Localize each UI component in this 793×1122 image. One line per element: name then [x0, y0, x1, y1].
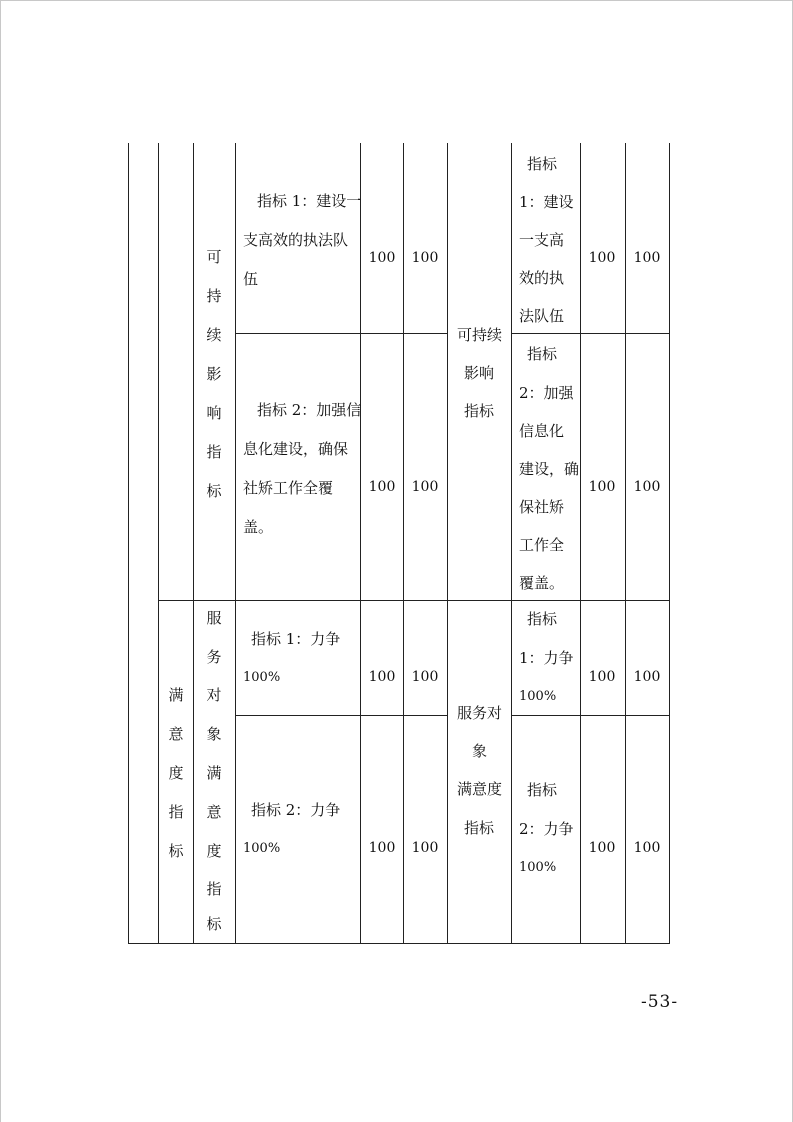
label-line: 服务对 [457, 704, 503, 722]
label-line: 指标 [464, 402, 495, 420]
right-indicator-text: 指标 [527, 610, 558, 628]
vertical-char: 可 [206, 248, 222, 266]
row-divider [235, 333, 447, 334]
label-line: 可持续 [457, 326, 503, 344]
col-divider [193, 143, 194, 943]
right-indicator-text: 指标 [527, 155, 558, 173]
page-edge-top [0, 0, 793, 1]
vertical-char: 指 [206, 880, 222, 898]
vertical-char: 度 [168, 764, 184, 782]
value-cell: 100 [588, 840, 616, 856]
vertical-char: 象 [206, 725, 222, 743]
value-cell: 100 [368, 669, 396, 685]
vertical-char: 务 [206, 648, 222, 666]
vertical-char: 意 [168, 725, 184, 743]
col-divider [158, 143, 159, 943]
vertical-char: 满 [168, 686, 184, 704]
label-line: 指标 [464, 819, 495, 837]
value-cell: 100 [588, 479, 616, 495]
value-cell: 100 [633, 669, 661, 685]
vertical-char: 标 [206, 915, 222, 933]
indicator-text: 伍 [243, 270, 259, 288]
right-indicator-text: 100% [519, 689, 557, 704]
value-cell: 100 [368, 479, 396, 495]
value-cell: 100 [411, 840, 439, 856]
indicator-text: 100% [243, 670, 281, 685]
right-indicator-text: 效的执 [519, 269, 565, 287]
indicator-text: 支高效的执法队 [243, 231, 349, 249]
indicator-text: 盖。 [243, 518, 274, 536]
vertical-char: 意 [206, 803, 222, 821]
right-indicator-text: 工作全 [519, 536, 565, 554]
right-indicator-text: 法队伍 [519, 307, 565, 325]
row-divider [235, 715, 447, 716]
col-divider [447, 143, 448, 943]
right-indicator-text: 保社矫 [519, 498, 565, 516]
row-divider [158, 600, 669, 601]
vertical-char: 度 [206, 842, 222, 860]
indicator-text: 指标 1：力争 [251, 630, 341, 648]
indicator-text: 100% [243, 841, 281, 856]
label-line: 象 [472, 742, 488, 760]
vertical-char: 响 [206, 404, 222, 422]
right-indicator-text: 2：加强 [519, 384, 574, 402]
right-indicator-text: 2：力争 [519, 820, 574, 838]
indicator-text: 指标 2：加强信 [257, 401, 362, 419]
value-cell: 100 [633, 250, 661, 266]
vertical-char: 指 [168, 803, 184, 821]
vertical-char: 标 [206, 482, 222, 500]
vertical-char: 满 [206, 764, 222, 782]
right-indicator-text: 建设，确 [519, 460, 580, 478]
right-indicator-text: 1：建设 [519, 193, 574, 211]
value-cell: 100 [588, 669, 616, 685]
vertical-char: 持 [206, 287, 222, 305]
vertical-char: 指 [206, 443, 222, 461]
vertical-char: 对 [206, 686, 222, 704]
right-indicator-text: 1：力争 [519, 649, 574, 667]
right-indicator-text: 信息化 [519, 422, 565, 440]
vertical-char: 服 [206, 609, 222, 627]
indicator-text: 社矫工作全覆 [243, 479, 334, 497]
vertical-char: 标 [168, 842, 184, 860]
indicator-text: 息化建设，确保 [243, 440, 349, 458]
value-cell: 100 [368, 250, 396, 266]
value-cell: 100 [588, 250, 616, 266]
right-indicator-text: 100% [519, 860, 557, 875]
right-indicator-text: 覆盖。 [519, 574, 565, 592]
value-cell: 100 [368, 840, 396, 856]
right-indicator-text: 一支高 [519, 231, 565, 249]
value-cell: 100 [411, 479, 439, 495]
col-divider [235, 143, 236, 943]
page-number: -53- [641, 992, 679, 1012]
value-cell: 100 [411, 669, 439, 685]
value-cell: 100 [411, 250, 439, 266]
label-line: 满意度 [457, 780, 503, 798]
vertical-char: 续 [206, 326, 222, 344]
vertical-char: 影 [206, 365, 222, 383]
page-edge-left [0, 0, 1, 1122]
value-cell: 100 [633, 840, 661, 856]
right-indicator-text: 指标 [527, 345, 558, 363]
right-indicator-text: 指标 [527, 781, 558, 799]
table-border-left [128, 143, 129, 943]
value-cell: 100 [633, 479, 661, 495]
indicator-text: 指标 1：建设一 [257, 192, 362, 210]
table-border-right [669, 143, 670, 943]
col-divider [511, 143, 512, 943]
label-line: 影响 [464, 364, 495, 382]
indicator-text: 指标 2：力争 [251, 801, 341, 819]
